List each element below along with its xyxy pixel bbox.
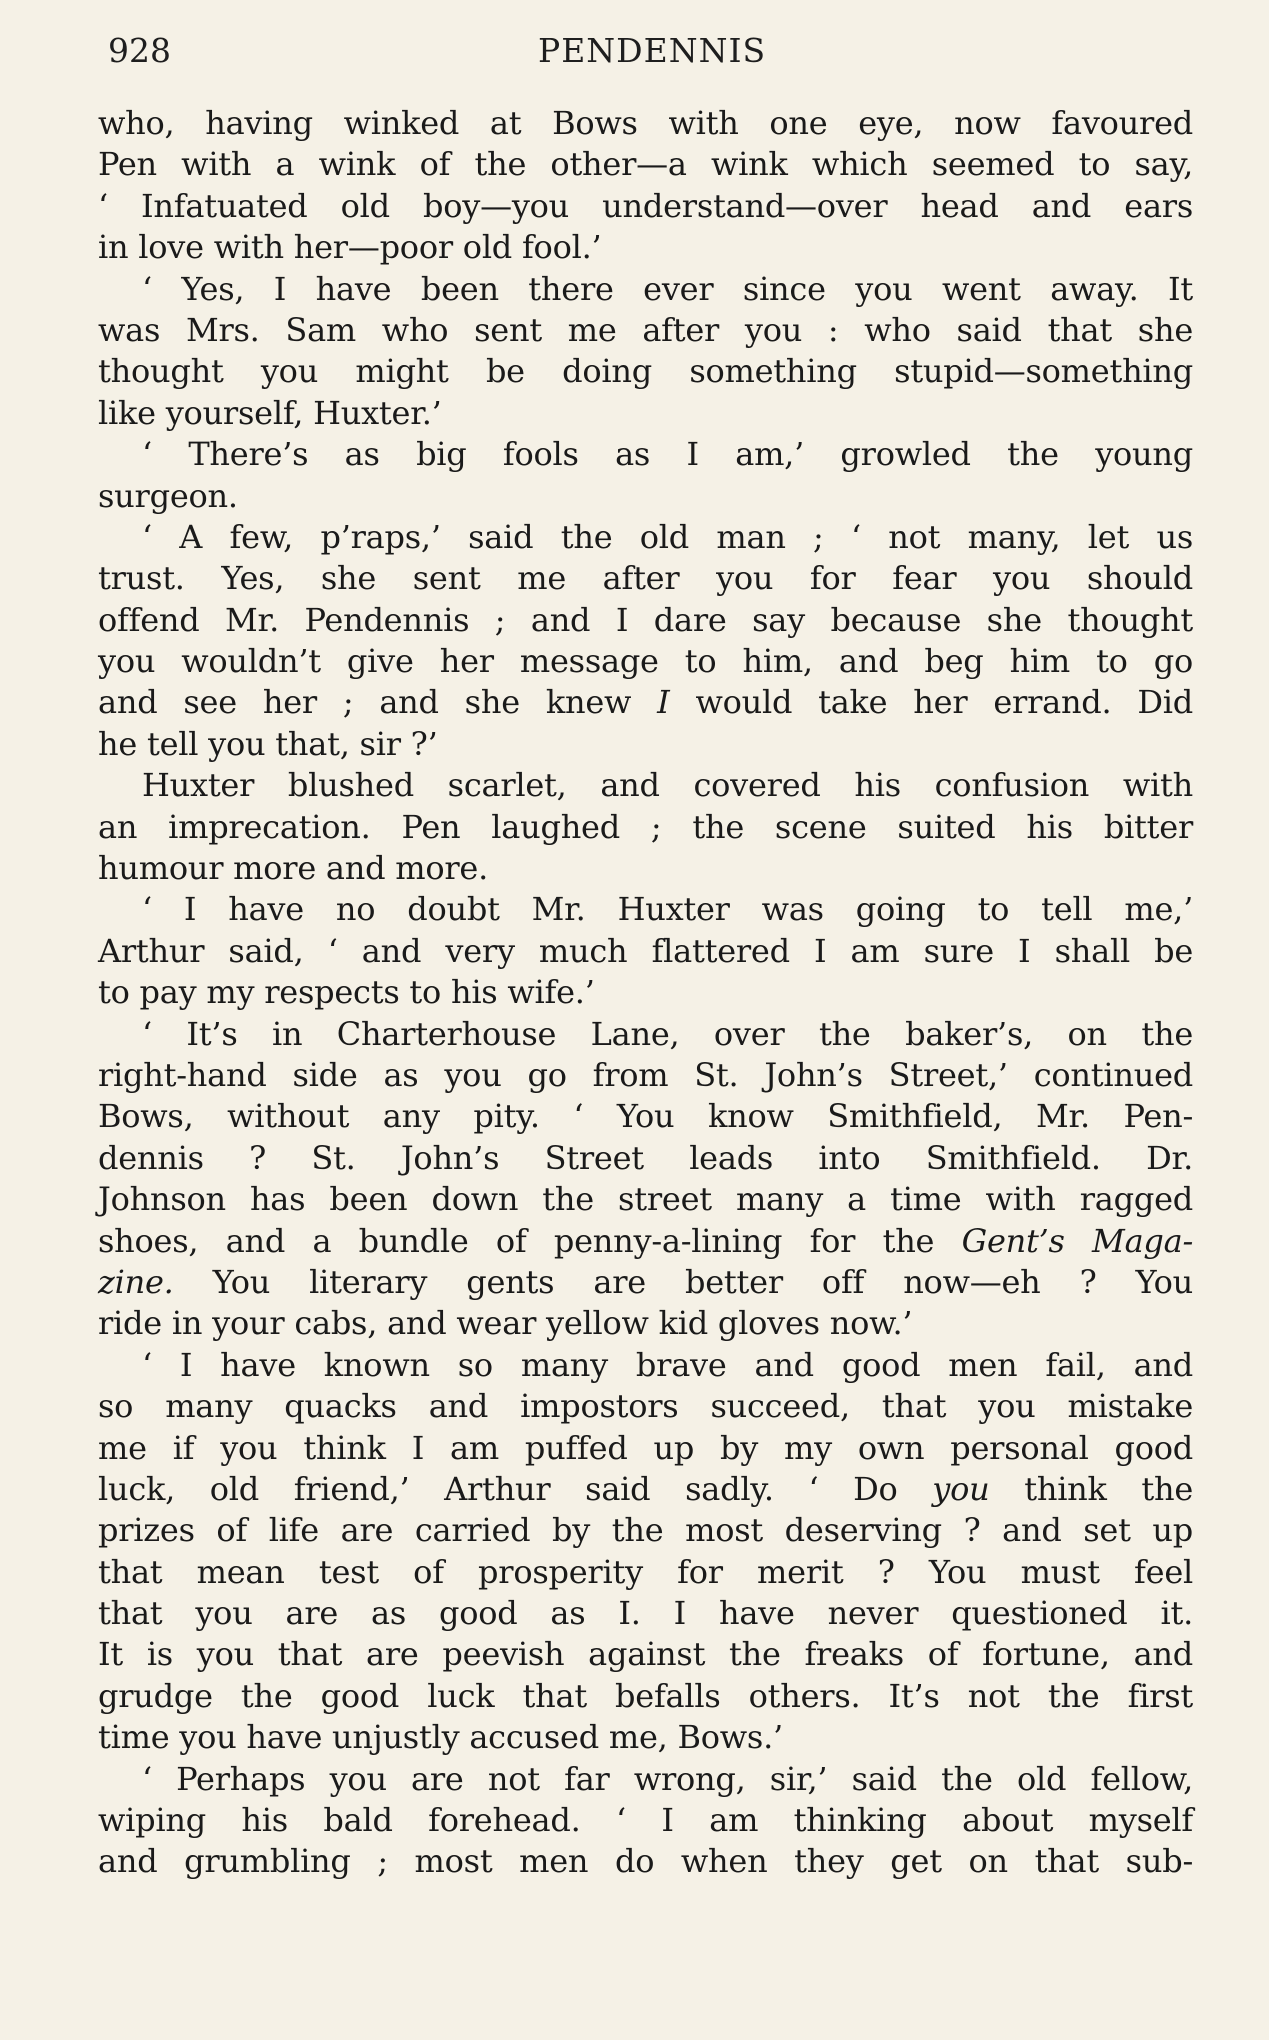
line-text: he tell you that, sir ?’ (98, 724, 438, 763)
text-line (98, 1717, 1193, 1758)
line-text: shoes, and a bundle of penny-a-lining for the (98, 1221, 935, 1260)
text-line (98, 1262, 1193, 1303)
text-line (98, 1634, 1193, 1675)
body-text (98, 103, 1193, 1883)
line-text: me if you think I am puffed up by my own personal good (98, 1428, 1193, 1467)
text-line (98, 1469, 1193, 1510)
text-line (98, 972, 1193, 1013)
text-line (98, 1593, 1193, 1634)
text-line (98, 765, 1193, 806)
text-line (98, 889, 1193, 930)
line-text: and grumbling ; most men do when they get on that sub- (98, 1842, 1193, 1881)
line-text: ‘ Perhaps you are not far wrong, sir,’ said the old fellow, (142, 1759, 1193, 1798)
text-line (98, 1552, 1193, 1593)
line-text: ride in your cabs, and wear yellow kid gloves now.’ (98, 1304, 913, 1343)
line-text: Pen with a wink of the other—a wink which seemed to say, (98, 145, 1193, 184)
line-text: You literary gents are better off now—eh ? You (212, 1262, 1193, 1301)
line-text: think the (1024, 1469, 1194, 1508)
text-line (98, 227, 1193, 268)
text-line (98, 1386, 1193, 1427)
line-text: time you have unjustly accused me, Bows.’ (98, 1718, 783, 1757)
text-line (98, 1345, 1193, 1386)
line-text: was Mrs. Sam who sent me after you : who said that she (98, 310, 1193, 349)
line-text: wiping his bald forehead. ‘ I am thinking about myself (98, 1801, 1193, 1840)
text-line (98, 1055, 1193, 1096)
line-text: right-hand side as you go from St. John’s Street,’ continued (98, 1055, 1193, 1094)
line-text: grudge the good luck that befalls others. It’s not the first (98, 1676, 1193, 1715)
text-line (98, 682, 1193, 723)
text-line (98, 476, 1193, 517)
text-line (98, 1759, 1193, 1800)
text-line (98, 186, 1193, 227)
line-text: Arthur said, ‘ and very much flattered I am sure I shall be (98, 931, 1193, 970)
italic-text: Gent’s Maga- (961, 1221, 1194, 1260)
line-text: humour more and more. (98, 849, 489, 888)
line-text: in love with her—poor old fool.’ (98, 228, 602, 267)
line-text: Bows, without any pity. ‘ You know Smithfield, Mr. Pen- (98, 1097, 1193, 1136)
text-line (98, 434, 1193, 475)
text-line (98, 393, 1193, 434)
text-line (98, 103, 1193, 144)
text-line (98, 1676, 1193, 1717)
text-line (98, 144, 1193, 185)
line-text: prizes of life are carried by the most deserving ? and set up (98, 1511, 1193, 1550)
line-text: surgeon. (98, 476, 238, 515)
line-text: dennis ? St. John’s Street leads into Smithfield. Dr. (98, 1138, 1193, 1177)
line-text: ‘ I have known so many brave and good men fail, and (142, 1345, 1193, 1384)
line-text: luck, old friend,’ Arthur said sadly. ‘ Do (98, 1469, 898, 1508)
text-line (98, 1303, 1193, 1344)
line-text: thought you might be doing something stupid—something (98, 352, 1193, 391)
line-text: ‘ It’s in Charterhouse Lane, over the baker’s, on the (142, 1014, 1193, 1053)
text-line (98, 1096, 1193, 1137)
italic-text: I (657, 683, 670, 722)
text-line (98, 848, 1193, 889)
line-text: ‘ Yes, I have been there ever since you went away. It (142, 269, 1193, 308)
text-line (98, 351, 1193, 392)
text-line (98, 724, 1193, 765)
text-line (98, 269, 1193, 310)
text-line (98, 807, 1193, 848)
text-line (98, 558, 1193, 599)
line-text: offend Mr. Pendennis ; and I dare say because she thought (98, 600, 1193, 639)
line-text: ‘ Infatuated old boy—you understand—over head and ears (98, 186, 1193, 225)
text-line (98, 641, 1193, 682)
italic-text: you (932, 1469, 990, 1508)
line-text: that you are as good as I. I have never questioned it. (98, 1594, 1193, 1633)
text-line (98, 1428, 1193, 1469)
line-text: would take her errand. Did (695, 683, 1194, 722)
line-text: Huxter blushed scarlet, and covered his confusion with (142, 766, 1193, 805)
running-head (108, 26, 1188, 76)
line-text: who, having winked at Bows with one eye, now favoured (98, 104, 1193, 142)
line-text: that mean test of prosperity for merit ? You must feel (98, 1552, 1193, 1591)
line-text: Johnson has been down the street many a time with ragged (98, 1180, 1193, 1219)
line-text: an imprecation. Pen laughed ; the scene suited his bitter (98, 807, 1193, 846)
italic-text: zine. (98, 1262, 174, 1301)
text-line (98, 931, 1193, 972)
line-text: ‘ There’s as big fools as I am,’ growled the young (142, 435, 1193, 474)
text-line (98, 1221, 1193, 1262)
line-text: It is you that are peevish against the freaks of fortune, and (98, 1635, 1193, 1674)
text-line (98, 1841, 1193, 1882)
text-line (98, 1800, 1193, 1841)
line-text: trust. Yes, she sent me after you for fear you should (98, 559, 1193, 598)
line-text: so many quacks and impostors succeed, that you mistake (98, 1387, 1193, 1426)
text-line (98, 600, 1193, 641)
text-line (98, 1138, 1193, 1179)
running-title: PENDENNIS (538, 31, 767, 70)
line-text: you wouldn’t give her message to him, and beg him to go (98, 642, 1193, 681)
text-line (98, 517, 1193, 558)
line-text: and see her ; and she knew (98, 683, 632, 722)
line-text: like yourself, Huxter.’ (98, 393, 442, 432)
text-line (98, 1179, 1193, 1220)
page-number: 928 (108, 31, 171, 70)
text-line (98, 310, 1193, 351)
line-text: ‘ A few, p’raps,’ said the old man ; ‘ not many, let us (142, 517, 1193, 556)
line-text: to pay my respects to his wife.’ (98, 973, 595, 1012)
text-line (98, 1510, 1193, 1551)
text-line (98, 1014, 1193, 1055)
line-text: ‘ I have no doubt Mr. Huxter was going to tell me,’ (142, 890, 1193, 929)
